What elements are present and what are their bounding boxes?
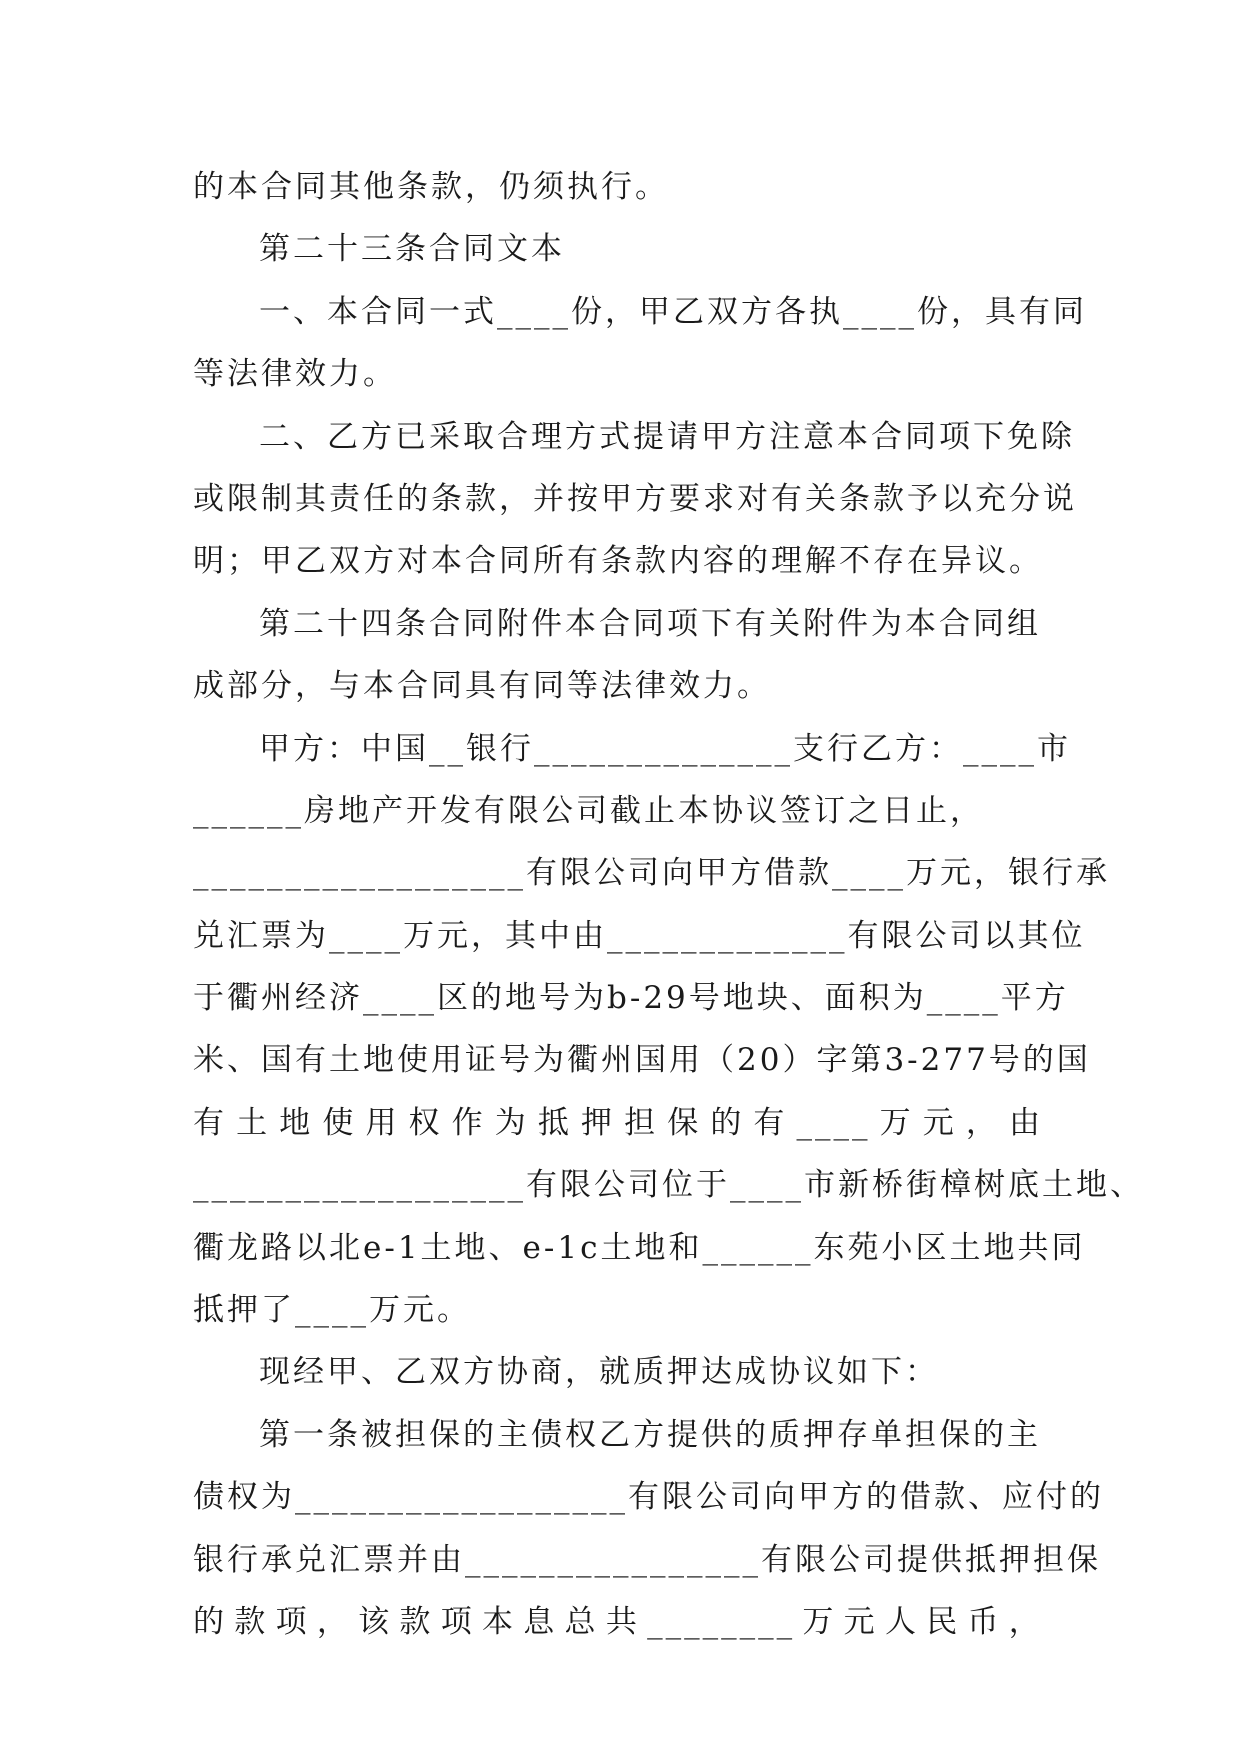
text-token: 用 — [365, 1104, 400, 1141]
text-token: 有 — [193, 1104, 227, 1141]
text-token: 项 — [440, 1603, 475, 1640]
text-line: 明；甲乙双方对本合同所有条款内容的理解不存在异议。 — [193, 543, 1043, 580]
text-line: 一、本合同一式____份，甲乙双方各执____份，具有同 — [259, 293, 1087, 330]
text-line-justified — [193, 1591, 1043, 1653]
text-line: 债权为__________________有限公司向甲方的借款、应付的 — [193, 1479, 1104, 1516]
text-token: 保 — [667, 1104, 702, 1141]
text-token: 元 — [843, 1603, 878, 1640]
text-token: ____ — [796, 1104, 871, 1141]
text-token: 担 — [624, 1104, 659, 1141]
text-token: 总 — [564, 1603, 599, 1640]
section-heading: 第二十三条合同文本 — [259, 231, 565, 268]
text-token: 本 — [481, 1603, 516, 1640]
text-token: 万 — [879, 1104, 914, 1141]
text-token: 抵 — [537, 1104, 572, 1141]
text-token: 元 — [922, 1104, 957, 1141]
text-line: 的本合同其他条款，仍须执行。 — [193, 169, 669, 205]
text-token: 共 — [605, 1603, 640, 1640]
text-token: 该 — [358, 1603, 393, 1640]
text-token: 地 — [279, 1104, 314, 1141]
text-line: 第二十四条合同附件本合同项下有关附件为本合同组 — [259, 605, 1041, 642]
text-token: 作 — [451, 1104, 486, 1141]
section-heading: 第一条被担保的主债权乙方提供的质押存单担保的主 — [259, 1416, 1041, 1453]
text-line: 衢龙路以北e-1土地、e-1c土地和______东苑小区土地共同 — [193, 1229, 1086, 1266]
text-token: 土 — [236, 1104, 271, 1141]
text-token: 的 — [193, 1603, 227, 1640]
text-line: 抵押了____万元。 — [193, 1292, 471, 1329]
text-token: 款 — [234, 1603, 269, 1640]
text-token: 息 — [523, 1603, 558, 1640]
text-token: ， — [1008, 1603, 1043, 1640]
text-token: 民 — [926, 1603, 961, 1640]
text-line: 或限制其责任的条款，并按甲方要求对有关条款予以充分说 — [193, 480, 1077, 517]
text-token: 币 — [967, 1603, 1002, 1640]
text-token: 权 — [408, 1104, 443, 1141]
text-token: 有 — [753, 1104, 788, 1141]
text-token: 款 — [399, 1603, 434, 1640]
text-token: 人 — [884, 1603, 919, 1640]
text-token: 使 — [322, 1104, 357, 1141]
contract-text — [193, 156, 1144, 1653]
text-token: 由 — [1008, 1104, 1043, 1141]
text-line: 等法律效力。 — [193, 356, 397, 393]
text-line: __________________有限公司位于____市新桥街樟树底土地、 — [193, 1167, 1144, 1204]
text-line: 于衢州经济____区的地号为b-29号地块、面积为____平方 — [193, 980, 1069, 1017]
text-token: 万 — [802, 1603, 837, 1640]
text-line: 银行承兑汇票并由________________有限公司提供抵押担保 — [193, 1541, 1101, 1578]
text-line: 甲方：中国__银行______________支行乙方：____市 — [259, 730, 1071, 767]
text-line: 现经甲、乙双方协商，就质押达成协议如下： — [259, 1354, 939, 1391]
text-token: ， — [965, 1104, 1000, 1141]
text-line: 成部分，与本合同具有同等法律效力。 — [193, 668, 771, 705]
text-token: ， — [316, 1603, 351, 1640]
text-token: ________ — [647, 1603, 796, 1640]
text-token: 项 — [275, 1603, 310, 1640]
text-token: 押 — [580, 1104, 615, 1141]
text-line: 米、国有土地使用证号为衢州国用（20）字第3-277号的国 — [193, 1042, 1091, 1079]
text-token: 的 — [710, 1104, 745, 1141]
text-line: 二、乙方已采取合理方式提请甲方注意本合同项下免除 — [259, 418, 1075, 455]
text-line: 兑汇票为____万元，其中由_____________有限公司以其位 — [193, 917, 1086, 954]
text-token: 为 — [494, 1104, 529, 1141]
text-line: ______房地产开发有限公司截止本协议签订之日止， — [193, 792, 984, 829]
text-line-justified — [193, 1092, 1043, 1154]
text-line: __________________有限公司向甲方借款____万元，银行承 — [193, 855, 1110, 892]
